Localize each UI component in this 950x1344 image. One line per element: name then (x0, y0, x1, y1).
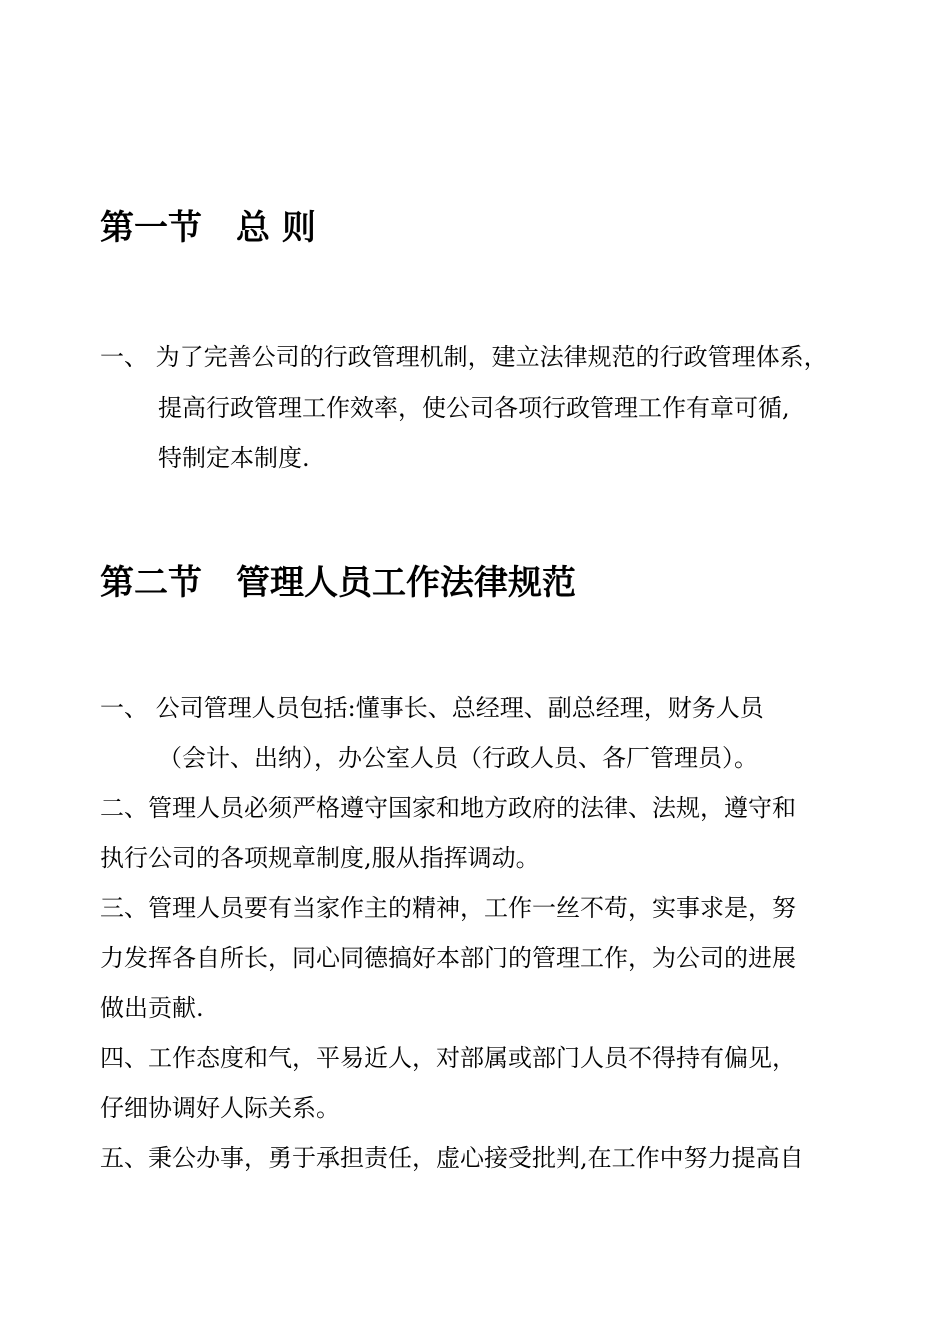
text-line: 力发挥各自所长，同心同德搞好本部门的管理工作，为公司的进展 (100, 944, 796, 972)
text-line: 一、 为了完善公司的行政管理机制，建立法律规范的行政管理体系， (100, 343, 828, 371)
section-2-heading: 第二节 管理人员工作法律规范 (100, 563, 576, 603)
text-line: 三、管理人员要有当家作主的精神，工作一丝不苟，实事求是，努 (100, 894, 796, 922)
text-line: （会计、出纳），办公室人员（行政人员、各厂管理员）。 (158, 744, 758, 772)
text-line: 一、 公司管理人员包括:懂事长、总经理、副总经理，财务人员 (100, 694, 764, 722)
text-line: 特制定本制度. (158, 444, 310, 472)
text-line: 二、管理人员必须严格遵守国家和地方政府的法律、法规，遵守和 (100, 794, 796, 822)
text-line: 五、秉公办事，勇于承担责任，虚心接受批判,在工作中努力提高自 (100, 1144, 804, 1172)
text-line: 仔细协调好人际关系。 (100, 1094, 340, 1122)
text-line: 做出贡献. (100, 994, 204, 1022)
text-line: 提高行政管理工作效率，使公司各项行政管理工作有章可循, (158, 394, 790, 422)
text-line: 四、工作态度和气，平易近人，对部属或部门人员不得持有偏见， (100, 1044, 796, 1072)
section-1-heading: 第一节 总 则 (100, 208, 316, 248)
text-line: 执行公司的各项规章制度,服从指挥调动。 (100, 844, 540, 872)
